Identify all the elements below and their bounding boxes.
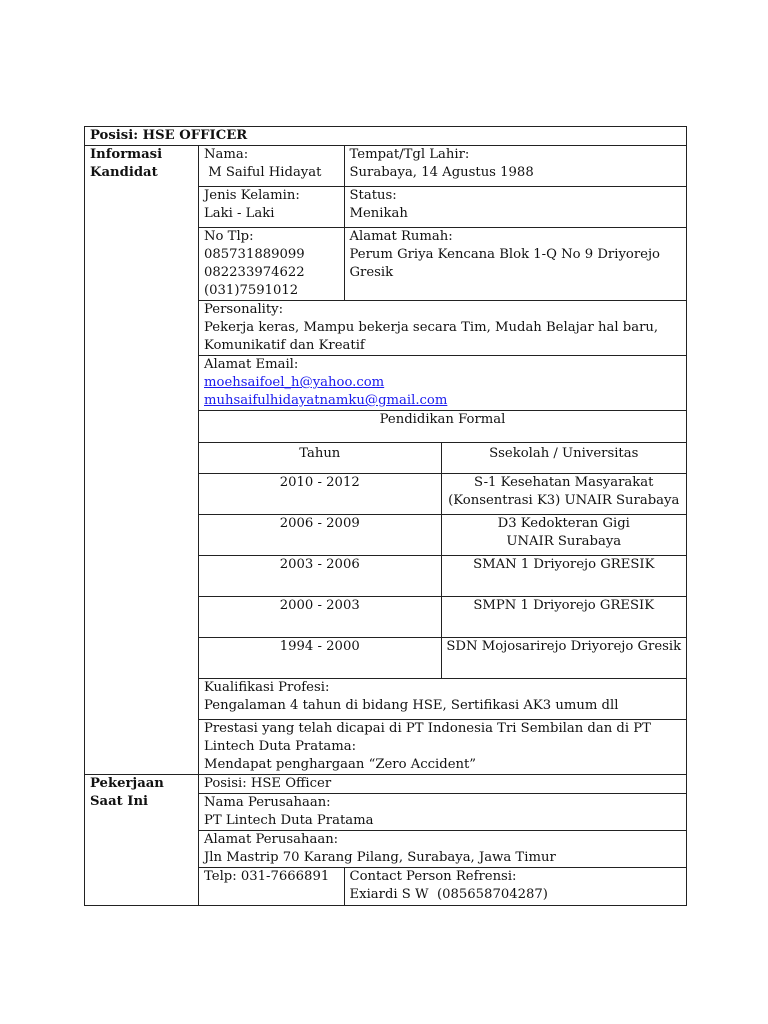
personality-value: Pekerja keras, Mampu bekerja secara Tim, Mudah Belajar hal baru, Komunikatif dan Kreatif <box>204 320 659 353</box>
table-row <box>199 637 686 678</box>
education-year: 2000 - 2003 <box>199 596 441 637</box>
ttl-value: Surabaya, 14 Agustus 1988 <box>349 165 534 180</box>
email-link-yahoo[interactable]: moehsaifoel_h@yahoo.com <box>204 375 385 390</box>
table-row <box>199 473 686 514</box>
section-label-pekerjaan: Pekerjaan Saat Ini <box>85 775 199 906</box>
jk-status-row <box>199 187 686 227</box>
tlp-value-1: 085731889099 <box>204 247 305 262</box>
education-col-sekolah: Ssekolah / Universitas <box>441 442 686 473</box>
tlp-value-3: (031)7591012 <box>204 283 299 298</box>
cv-table <box>84 126 687 906</box>
ttl-label: Tempat/Tgl Lahir: <box>349 147 470 162</box>
nama-ttl-row <box>199 146 686 186</box>
table-row <box>199 514 686 555</box>
education-school: SDN Mojosarirejo Driyorejo Gresik <box>446 638 682 654</box>
kualifikasi-value: Pengalaman 4 tahun di bidang HSE, Sertifikasi AK3 umum dll <box>204 698 619 713</box>
alamat-rumah-value: Perum Griya Kencana Blok 1-Q No 9 Driyorejo Gresik <box>349 247 660 280</box>
telp-contact-row <box>199 868 686 905</box>
pekerjaan-posisi: Posisi: HSE Officer <box>199 775 687 794</box>
education-school: S-1 Kesehatan Masyarakat (Konsentrasi K3) UNAIR Surabaya <box>441 473 686 514</box>
nama-label: Nama: <box>204 147 249 162</box>
tlp-value-2: 082233974622 <box>204 265 305 280</box>
contact-value: Exiardi S W (085658704287) <box>349 887 548 902</box>
alamat-perusahaan-value: Jln Mastrip 70 Karang Pilang, Surabaya, Jawa Timur <box>204 850 556 865</box>
education-year: 2003 - 2006 <box>199 555 441 596</box>
education-year: 2006 - 2009 <box>199 514 441 555</box>
position-header: Posisi: HSE OFFICER <box>85 127 687 146</box>
jenis-kelamin-label: Jenis Kelamin: <box>204 188 300 203</box>
education-school: SMAN 1 Driyorejo GRESIK <box>441 555 686 596</box>
table-row <box>199 596 686 637</box>
education-school: SMPN 1 Driyorejo GRESIK <box>441 596 686 637</box>
perusahaan-label: Nama Perusahaan: <box>204 795 331 810</box>
education-year: 2010 - 2012 <box>199 473 441 514</box>
tlp-label: No Tlp: <box>204 229 254 244</box>
education-school: D3 Kedokteran Gigi UNAIR Surabaya <box>441 514 686 555</box>
table-row <box>199 555 686 596</box>
education-table <box>199 411 686 678</box>
jenis-kelamin-value: Laki - Laki <box>204 206 275 221</box>
section-label-informasi: Informasi Kandidat <box>85 146 199 775</box>
email-label: Alamat Email: <box>204 357 299 372</box>
status-label: Status: <box>349 188 397 203</box>
alamat-rumah-label: Alamat Rumah: <box>349 229 453 244</box>
alamat-perusahaan-label: Alamat Perusahaan: <box>204 832 339 847</box>
education-title: Pendidikan Formal <box>199 411 686 442</box>
status-value: Menikah <box>349 206 408 221</box>
nama-value: M Saiful Hidayat <box>204 165 322 180</box>
kualifikasi-label: Kualifikasi Profesi: <box>204 680 330 695</box>
email-link-gmail[interactable]: muhsaifulhidayatnamku@gmail.com <box>204 393 448 408</box>
contact-label: Contact Person Refrensi: <box>349 869 517 884</box>
telp-value: Telp: 031-7666891 <box>199 868 344 905</box>
prestasi-award: Mendapat penghargaan “Zero Accident” <box>204 757 477 772</box>
education-year: 1994 - 2000 <box>199 637 441 678</box>
prestasi-text: Prestasi yang telah dicapai di PT Indonesia Tri Sembilan dan di PT Lintech Duta Pratama: <box>204 721 651 754</box>
personality-label: Personality: <box>204 302 284 317</box>
perusahaan-value: PT Lintech Duta Pratama <box>204 813 374 828</box>
tlp-alamat-row <box>199 228 686 300</box>
education-col-tahun: Tahun <box>199 442 441 473</box>
